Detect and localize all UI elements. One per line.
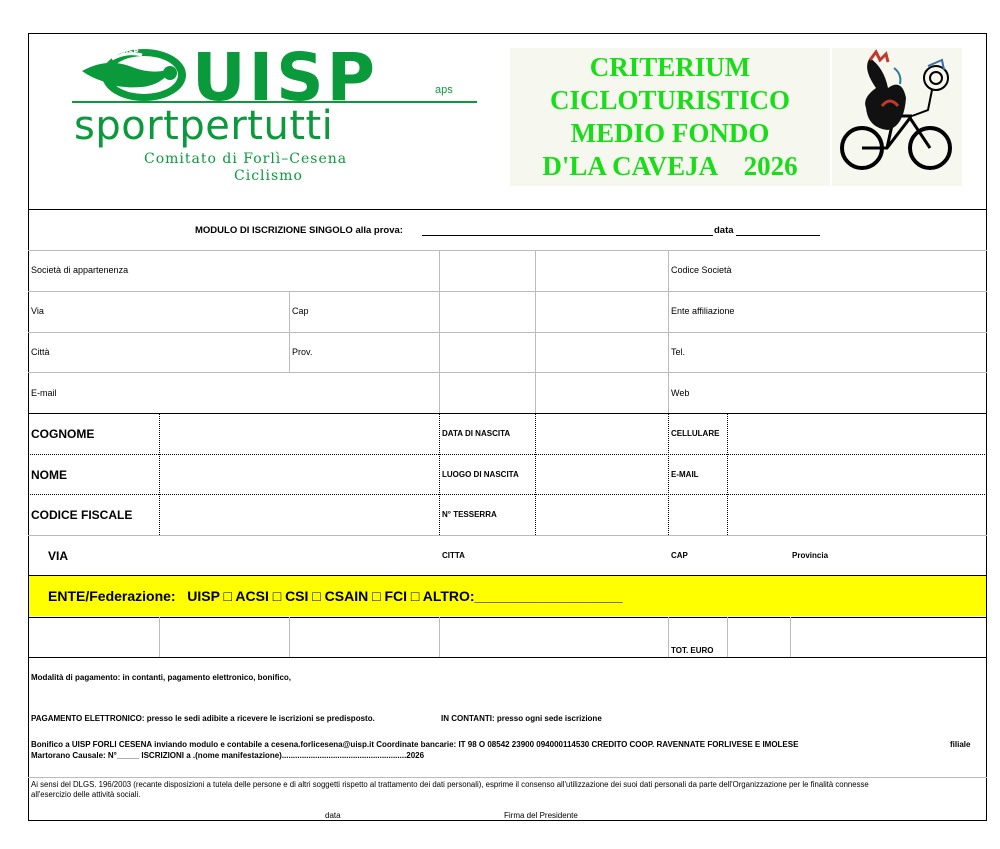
row-separator [28, 535, 987, 536]
prov-label: Prov. [292, 347, 313, 357]
bonifico-info: Bonifico a UISP FORLI CESENA inviando modulo e contabile a cesena.forlicesena@uisp.it Coordinate bancarie: IT 98 O 08542 23900 094000114530 CREDITO COOP. RAVENNATE FORLIVESE E IMOLESE [31, 740, 799, 749]
comitato-label: Comitato di Forlì–Cesena [144, 151, 348, 167]
person-via-label: VIA [48, 549, 69, 563]
tessera-label: N° TESSERRA [442, 510, 497, 519]
event-title-line-3: MEDIO FONDO [570, 118, 770, 148]
luogo-nascita-label: LUOGO DI NASCITA [442, 470, 519, 479]
modulo-label: MODULO DI ISCRIZIONE SINGOLO alla prova: [195, 225, 403, 236]
person-email-label: E-MAIL [671, 470, 699, 479]
uisp-wordmark: UISP [192, 39, 379, 116]
person-citta-label: CITTA [442, 551, 465, 560]
row-separator [28, 657, 987, 658]
modalita-pagamento: Modalità di pagamento: in contanti, pagamento elettronico, bonifico, [31, 673, 292, 682]
event-title-box [510, 48, 830, 186]
column-line [289, 617, 290, 657]
column-line [727, 413, 728, 535]
column-line [159, 413, 160, 535]
societa-label: Società di appartenenza [31, 265, 129, 275]
row-separator [28, 372, 987, 373]
person-cap-label: CAP [671, 551, 688, 560]
cyclist-emblem-icon [72, 45, 190, 105]
tel-label: Tel. [671, 347, 686, 357]
column-line [159, 617, 160, 657]
uisp-logo [72, 39, 482, 190]
privacy-separator [28, 777, 987, 778]
pagamento-contanti: IN CONTANTI: presso ogni sede iscrizione [441, 714, 602, 723]
prova-field[interactable] [422, 235, 713, 236]
event-title-line-1: CRITERIUM [589, 52, 751, 82]
privacy-data-label: data [325, 811, 341, 820]
web-label: Web [671, 388, 690, 398]
codice-societa-label: Codice Società [671, 265, 732, 275]
column-line [668, 617, 669, 657]
uisp-ring-text: UISP [120, 48, 139, 56]
nome-label: NOME [31, 468, 67, 482]
aps-label: aps [435, 84, 453, 96]
rooster-illustration [832, 48, 962, 186]
pagamento-elettronico: PAGAMENTO ELETTRONICO: presso le sedi adibite a ricevere le iscrizioni se predisposto. [31, 714, 375, 723]
event-title-line-4: D'LA CAVEJA 2026 [542, 151, 798, 181]
column-line [668, 250, 669, 413]
cognome-label: COGNOME [31, 427, 95, 441]
column-line [790, 617, 791, 657]
causale-info: Martorano Causale: N°_____ ISCRIZIONI a .(nome manifestazione)........................................................2026 [31, 751, 425, 760]
email-label: E-mail [31, 388, 57, 398]
header-separator [28, 209, 987, 210]
rooster-bicycle-icon [832, 48, 962, 186]
society-block-separator [28, 413, 987, 414]
via-label: Via [31, 306, 44, 316]
column-line [439, 413, 440, 535]
column-line [535, 250, 536, 413]
ente-affiliazione-label: Ente affiliazione [671, 306, 735, 316]
privacy-line-2: all'esercizio delle attività sociali. [31, 790, 141, 799]
data-field[interactable] [736, 235, 820, 236]
privacy-line-1: Ai sensi del DLGS. 196/2003 (recante disposizioni a tutela delle persone e di altri soggetti rispetto al trattamento dei dati personali), esprime il consenso all'utilizzazione dei suoi dati personali da parte dell'Organizzazione per le finalità connesse [31, 780, 869, 789]
column-line [727, 617, 728, 657]
provincia-label: Provincia [792, 551, 829, 560]
row-separator [28, 617, 987, 618]
data-label: data [714, 225, 734, 236]
citta-label: Città [31, 347, 50, 357]
row-separator [28, 494, 987, 495]
filiale-label: filiale [950, 740, 971, 749]
data-nascita-label: DATA DI NASCITA [442, 429, 511, 438]
column-line [439, 617, 440, 657]
codice-fiscale-label: CODICE FISCALE [31, 508, 133, 522]
column-line [668, 413, 669, 535]
row-separator [28, 291, 987, 292]
tot-euro-label: TOT. EURO [671, 646, 714, 655]
cap-label: Cap [292, 306, 309, 316]
row-separator [28, 454, 987, 455]
event-title-line-2: CICLOTURISTICO [549, 85, 791, 115]
sportpertutti-wordmark: sportpertutti [74, 103, 334, 149]
ente-federazione-options[interactable]: ENTE/Federazione: UISP □ ACSI □ CSI □ CSAIN □ FCI □ ALTRO:___________________ [48, 588, 623, 604]
cellulare-label: CELLULARE [671, 429, 720, 438]
firma-presidente-label: Firma del Presidente [504, 811, 578, 820]
column-line [535, 413, 536, 535]
row-separator [28, 332, 987, 333]
title-row-separator [28, 250, 987, 251]
column-line [289, 291, 290, 372]
column-line [439, 250, 440, 413]
ciclismo-label: Ciclismo [234, 168, 303, 184]
